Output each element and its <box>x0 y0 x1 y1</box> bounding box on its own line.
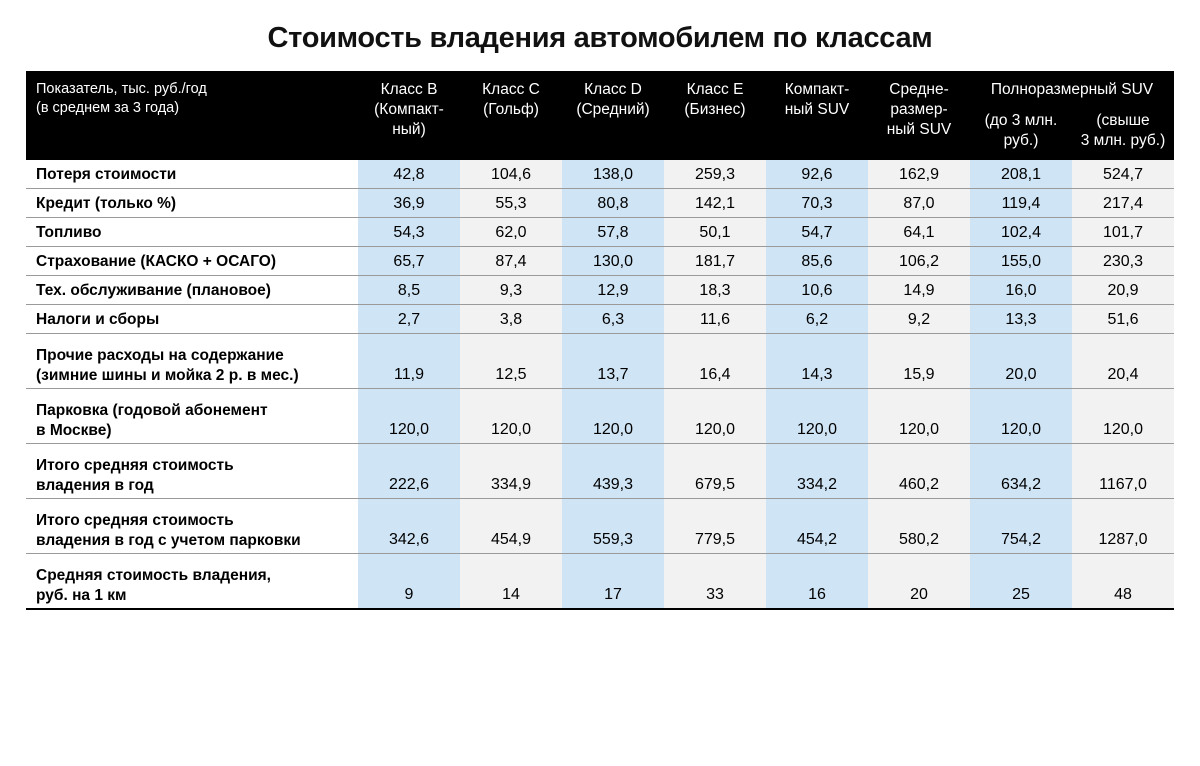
cell-value: 25 <box>970 554 1072 610</box>
cell-value: 16,4 <box>664 334 766 389</box>
cell-value: 70,3 <box>766 189 868 218</box>
cell-value: 142,1 <box>664 189 766 218</box>
cell-value: 14 <box>460 554 562 610</box>
column-header-class-d: Класс D (Средний) <box>562 71 664 160</box>
cell-value: 87,4 <box>460 247 562 276</box>
cell-value: 119,4 <box>970 189 1072 218</box>
cell-value: 334,9 <box>460 444 562 499</box>
column-header-class-c: Класс C (Гольф) <box>460 71 562 160</box>
table-row <box>26 160 1174 189</box>
column-header-class-e: Класс E (Бизнес) <box>664 71 766 160</box>
cell-value: 54,7 <box>766 218 868 247</box>
cell-value: 230,3 <box>1072 247 1174 276</box>
page-title: Стоимость владения автомобилем по классам <box>267 22 933 54</box>
cell-value: 524,7 <box>1072 160 1174 189</box>
cell-value: 217,4 <box>1072 189 1174 218</box>
cell-value: 62,0 <box>460 218 562 247</box>
cell-value: 138,0 <box>562 160 664 189</box>
cell-value: 120,0 <box>562 389 664 444</box>
cell-value: 6,2 <box>766 305 868 334</box>
cell-value: 87,0 <box>868 189 970 218</box>
table-row <box>26 389 1174 444</box>
table-row <box>26 189 1174 218</box>
cell-value: 3,8 <box>460 305 562 334</box>
cell-value: 33 <box>664 554 766 610</box>
cell-value: 208,1 <box>970 160 1072 189</box>
cell-value: 106,2 <box>868 247 970 276</box>
cell-value: 155,0 <box>970 247 1072 276</box>
cell-value: 454,9 <box>460 499 562 554</box>
cell-value: 334,2 <box>766 444 868 499</box>
cell-value: 342,6 <box>358 499 460 554</box>
row-label: Парковка (годовой абонемент в Москве) <box>26 389 358 444</box>
cell-value: 64,1 <box>868 218 970 247</box>
cell-value: 80,8 <box>562 189 664 218</box>
cell-value: 120,0 <box>358 389 460 444</box>
cell-value: 50,1 <box>664 218 766 247</box>
column-header-class-b: Класс B (Компакт- ный) <box>358 71 460 160</box>
cell-value: 13,3 <box>970 305 1072 334</box>
row-label: Кредит (только %) <box>26 189 358 218</box>
row-label: Налоги и сборы <box>26 305 358 334</box>
cell-value: 51,6 <box>1072 305 1174 334</box>
column-header-fullsize-suv-group: Полноразмерный SUV <box>970 71 1174 102</box>
cost-of-ownership-table <box>26 71 1174 610</box>
cell-value: 259,3 <box>664 160 766 189</box>
table-row <box>26 218 1174 247</box>
cell-value: 16,0 <box>970 276 1072 305</box>
cell-value: 104,6 <box>460 160 562 189</box>
cell-value: 101,7 <box>1072 218 1174 247</box>
cell-value: 48 <box>1072 554 1174 610</box>
cell-value: 222,6 <box>358 444 460 499</box>
cell-value: 120,0 <box>766 389 868 444</box>
cell-value: 20,9 <box>1072 276 1174 305</box>
table-row <box>26 334 1174 389</box>
cell-value: 20 <box>868 554 970 610</box>
column-header-compact-suv: Компакт- ный SUV <box>766 71 868 160</box>
cell-value: 55,3 <box>460 189 562 218</box>
cell-value: 57,8 <box>562 218 664 247</box>
cell-value: 162,9 <box>868 160 970 189</box>
cell-value: 120,0 <box>460 389 562 444</box>
cell-value: 460,2 <box>868 444 970 499</box>
cell-value: 120,0 <box>664 389 766 444</box>
row-label: Прочие расходы на содержание (зимние шины и мойка 2 р. в мес.) <box>26 334 358 389</box>
cell-value: 120,0 <box>970 389 1072 444</box>
cell-value: 12,5 <box>460 334 562 389</box>
table-header <box>26 71 1174 160</box>
cell-value: 54,3 <box>358 218 460 247</box>
table-row <box>26 554 1174 610</box>
cell-value: 85,6 <box>766 247 868 276</box>
cell-value: 12,9 <box>562 276 664 305</box>
table-header-row <box>26 71 1174 102</box>
row-label: Итого средняя стоимость владения в год <box>26 444 358 499</box>
cell-value: 559,3 <box>562 499 664 554</box>
row-label: Потеря стоимости <box>26 160 358 189</box>
row-label: Топливо <box>26 218 358 247</box>
cell-value: 36,9 <box>358 189 460 218</box>
cell-value: 11,6 <box>664 305 766 334</box>
cell-value: 454,2 <box>766 499 868 554</box>
row-label: Средняя стоимость владения, руб. на 1 км <box>26 554 358 610</box>
cell-value: 6,3 <box>562 305 664 334</box>
cell-value: 120,0 <box>868 389 970 444</box>
cell-value: 18,3 <box>664 276 766 305</box>
cell-value: 14,9 <box>868 276 970 305</box>
header-indicator-label: Показатель, тыс. руб./год (в среднем за 3 года) <box>26 71 358 160</box>
cell-value: 1287,0 <box>1072 499 1174 554</box>
cell-value: 65,7 <box>358 247 460 276</box>
cell-value: 42,8 <box>358 160 460 189</box>
cell-value: 679,5 <box>664 444 766 499</box>
cell-value: 779,5 <box>664 499 766 554</box>
cell-value: 102,4 <box>970 218 1072 247</box>
table-row <box>26 305 1174 334</box>
cell-value: 8,5 <box>358 276 460 305</box>
table-container <box>26 71 1174 610</box>
cell-value: 11,9 <box>358 334 460 389</box>
table-body <box>26 160 1174 609</box>
cell-value: 1167,0 <box>1072 444 1174 499</box>
cell-value: 634,2 <box>970 444 1072 499</box>
cell-value: 16 <box>766 554 868 610</box>
cell-value: 13,7 <box>562 334 664 389</box>
cell-value: 9,2 <box>868 305 970 334</box>
table-row <box>26 247 1174 276</box>
row-label: Страхование (КАСКО + ОСАГО) <box>26 247 358 276</box>
cell-value: 92,6 <box>766 160 868 189</box>
cell-value: 9,3 <box>460 276 562 305</box>
row-label: Итого средняя стоимость владения в год с учетом парковки <box>26 499 358 554</box>
cell-value: 20,0 <box>970 334 1072 389</box>
cell-value: 20,4 <box>1072 334 1174 389</box>
cell-value: 14,3 <box>766 334 868 389</box>
table-row <box>26 499 1174 554</box>
cell-value: 580,2 <box>868 499 970 554</box>
cell-value: 130,0 <box>562 247 664 276</box>
cell-value: 17 <box>562 554 664 610</box>
cell-value: 754,2 <box>970 499 1072 554</box>
cell-value: 181,7 <box>664 247 766 276</box>
cell-value: 439,3 <box>562 444 664 499</box>
column-header-fullsize-suv-over3: (свыше 3 млн. руб.) <box>1072 102 1174 161</box>
cell-value: 120,0 <box>1072 389 1174 444</box>
cell-value: 9 <box>358 554 460 610</box>
row-label: Тех. обслуживание (плановое) <box>26 276 358 305</box>
table-row <box>26 444 1174 499</box>
column-header-fullsize-suv-under3: (до 3 млн. руб.) <box>970 102 1072 161</box>
table-row <box>26 276 1174 305</box>
cell-value: 10,6 <box>766 276 868 305</box>
cell-value: 2,7 <box>358 305 460 334</box>
column-header-midsize-suv: Средне- размер- ный SUV <box>868 71 970 160</box>
cell-value: 15,9 <box>868 334 970 389</box>
